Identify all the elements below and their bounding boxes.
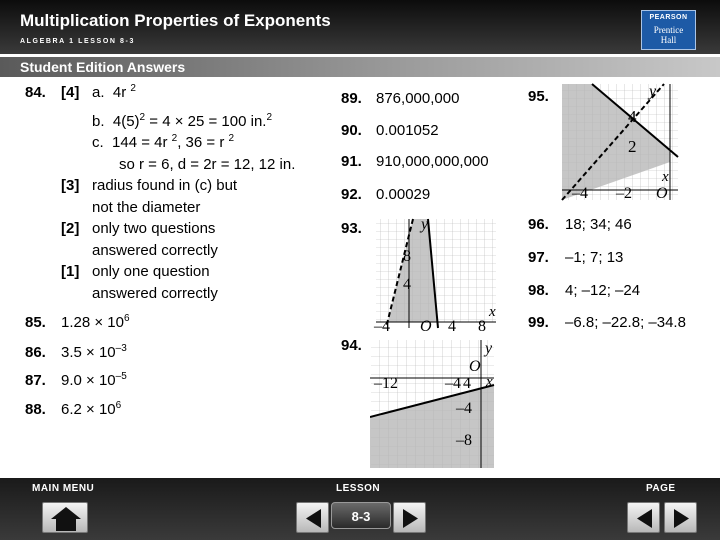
header-bar bbox=[0, 0, 720, 54]
graph-94-x-label: x bbox=[486, 374, 493, 390]
graph-93-tick-y4: 4 bbox=[403, 276, 411, 293]
rubric-3-label: [3] bbox=[61, 177, 80, 194]
previous-page-icon bbox=[628, 503, 661, 534]
answer-96-number: 96. bbox=[528, 216, 549, 233]
main-menu-label: MAIN MENU bbox=[32, 483, 95, 494]
graph-94-tick-xm12: –12 bbox=[374, 375, 398, 392]
answer-99-number: 99. bbox=[528, 314, 549, 331]
answer-89-number: 89. bbox=[341, 90, 362, 107]
pearson-logo bbox=[641, 10, 696, 50]
answer-86-number: 86. bbox=[25, 344, 46, 361]
answer-86-value: $3.5 \times 10^{-3}$ bbox=[61, 343, 127, 361]
graph-95-origin: O bbox=[656, 185, 668, 202]
answer-96-value: 18; 34; 46 bbox=[565, 216, 632, 233]
previous-lesson-icon bbox=[297, 503, 330, 534]
lesson-label: LESSON bbox=[336, 483, 381, 494]
rubric-1-text-2: answered correctly bbox=[92, 285, 218, 302]
lesson-subtitle: ALGEBRA 1 LESSON 8-3 bbox=[20, 38, 135, 45]
answer-85-value: $1.28 \times 10^6$ bbox=[61, 313, 130, 331]
page-title: Multiplication Properties of Exponents bbox=[20, 11, 331, 30]
graph-95-x-label: x bbox=[662, 169, 669, 185]
graph-94-origin: O bbox=[469, 358, 481, 375]
graph-93-origin: O bbox=[420, 318, 432, 333]
answer-88-value: $6.2 \times 10^6$ bbox=[61, 400, 122, 418]
logo-line-3: Hall bbox=[660, 35, 677, 45]
answer-91-value: 910,000,000,000 bbox=[376, 153, 489, 170]
rubric-4-label: [4] bbox=[61, 84, 80, 101]
answer-98-value: 4; –12; –24 bbox=[565, 282, 641, 299]
graph-93 bbox=[372, 215, 500, 333]
answer-85-number: 85. bbox=[25, 314, 46, 331]
graph-94-tick-x4: 4 bbox=[463, 375, 471, 392]
graph-93-y-label: y bbox=[421, 216, 429, 233]
lesson-number: 8-3 bbox=[331, 502, 391, 529]
rubric-3-text-1: radius found in (c) but bbox=[92, 177, 238, 194]
graph-93-tick-x8: 8 bbox=[478, 318, 486, 333]
next-page-button[interactable] bbox=[664, 502, 697, 533]
graph-95-tick-xm2: –2 bbox=[616, 185, 632, 202]
rubric-2-text-1: only two questions bbox=[92, 220, 216, 237]
home-icon bbox=[43, 503, 89, 534]
page-label: PAGE bbox=[646, 483, 676, 494]
graph-94-tick-xm4: –4 bbox=[445, 375, 461, 392]
graph-95-tick-y2: 2 bbox=[628, 137, 637, 156]
answer-87-number: 87. bbox=[25, 372, 46, 389]
graph-95-tick-xm4: –4 bbox=[572, 185, 588, 202]
next-page-icon bbox=[665, 503, 698, 534]
graph-94-tick-ym4: –4 bbox=[456, 400, 472, 417]
graph-94-y-label: y bbox=[485, 340, 493, 357]
answer-84-part-a: a. 4r $^2$ bbox=[92, 83, 136, 101]
answer-94-number: 94. bbox=[341, 337, 362, 354]
graph-95-y-label: y bbox=[649, 83, 657, 100]
graph-93-tick-y8: 8 bbox=[403, 248, 411, 265]
answer-95-number: 95. bbox=[528, 88, 549, 105]
next-lesson-icon bbox=[394, 503, 427, 534]
previous-lesson-button[interactable] bbox=[296, 502, 329, 533]
answer-88-number: 88. bbox=[25, 401, 46, 418]
banner-label: Student Edition Answers bbox=[20, 59, 186, 75]
main-menu-button[interactable] bbox=[42, 502, 88, 533]
logo-line-2: Prentice bbox=[653, 25, 684, 35]
answer-92-value: 0.00029 bbox=[376, 186, 431, 203]
answer-90-value: 0.001052 bbox=[376, 122, 439, 139]
rubric-1-label: [1] bbox=[61, 263, 80, 280]
answer-87-value: $9.0 \times 10^{-5}$ bbox=[61, 371, 127, 389]
answer-84-part-b: b. $4(5)^2 = 4 \times 25 = 100$ in.$^2$ bbox=[92, 112, 273, 130]
answer-90-number: 90. bbox=[341, 122, 362, 139]
answer-84-part-c-cont: so r = 6, d = 2r = 12, 12 in. bbox=[119, 156, 296, 173]
section-banner bbox=[0, 57, 720, 77]
answer-89-value: 876,000,000 bbox=[376, 90, 460, 107]
answer-92-number: 92. bbox=[341, 186, 362, 203]
rubric-2-text-2: answered correctly bbox=[92, 242, 218, 259]
rubric-1-text-1: only one question bbox=[92, 263, 210, 280]
answer-84-part-c: c. 144 = 4r $^2$, 36 = r $^2$ bbox=[92, 133, 235, 151]
rubric-3-text-2: not the diameter bbox=[92, 199, 201, 216]
graph-93-tick-x4: 4 bbox=[448, 318, 456, 333]
graph-94 bbox=[370, 338, 500, 470]
answer-98-number: 98. bbox=[528, 282, 549, 299]
answer-97-number: 97. bbox=[528, 249, 549, 266]
next-lesson-button[interactable] bbox=[393, 502, 426, 533]
graph-95-tick-y4: 4 bbox=[628, 107, 637, 126]
rubric-2-label: [2] bbox=[61, 220, 80, 237]
graph-94-tick-ym8: –8 bbox=[456, 432, 472, 449]
graph-93-x-label: x bbox=[489, 304, 496, 320]
previous-page-button[interactable] bbox=[627, 502, 660, 533]
answer-97-value: –1; 7; 13 bbox=[565, 249, 624, 266]
answer-93-number: 93. bbox=[341, 220, 362, 237]
answer-99-value: –6.8; –22.8; –34.8 bbox=[565, 314, 686, 331]
graph-93-tick-xm4: –4 bbox=[374, 318, 390, 333]
answer-91-number: 91. bbox=[341, 153, 362, 170]
graph-95 bbox=[560, 82, 682, 202]
answer-84-number: 84. bbox=[25, 84, 46, 101]
logo-line-1: PEARSON bbox=[649, 14, 688, 21]
